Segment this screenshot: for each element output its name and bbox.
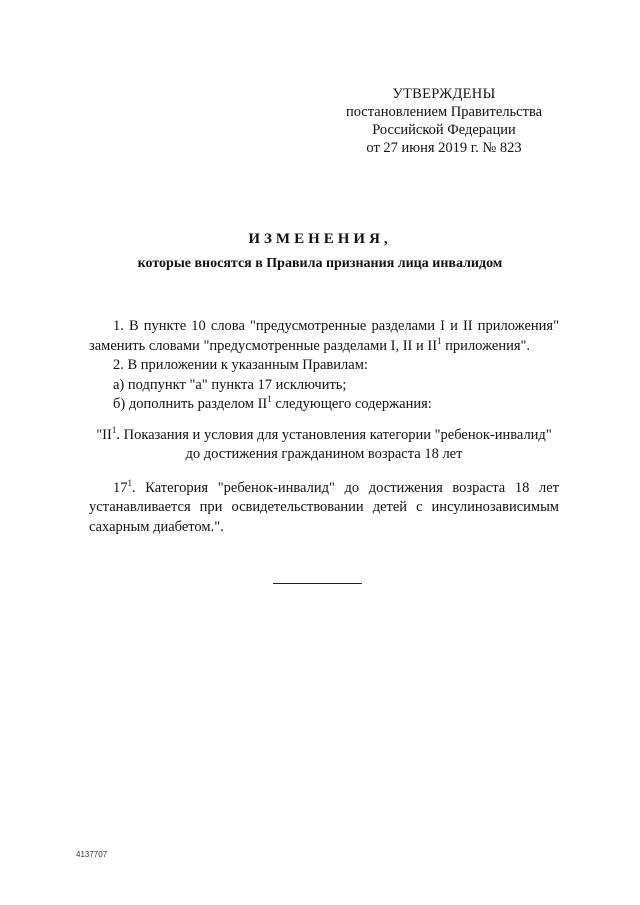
document-title: ИЗМЕНЕНИЯ, (248, 231, 392, 247)
item-1-line-2 (89, 337, 559, 357)
approval-line-3: от 27 июня 2019 г. № 823 (366, 140, 522, 156)
point-text: . Категория "ребенок-инвалид" до достижения возраста 18 лет устанавливается при освидетельствовании детей с инсулинозависимым сахарным диабетом.". (89, 479, 559, 535)
section-title: . Показания и условия для установления категории "ребенок-инвалид" (116, 426, 552, 443)
document-subtitle: которые вносятся в Правила признания лица инвалидом (137, 256, 503, 271)
point-17 (89, 479, 559, 538)
superscript: 1 (111, 424, 117, 435)
approval-block (334, 85, 554, 157)
approval-line-1: постановлением Правительства (345, 104, 543, 120)
document-number: 4137707 (76, 850, 108, 859)
subitem-a: а) подпункт "а" пункта 17 исключить; (113, 376, 347, 393)
document-body (89, 317, 559, 537)
superscript: 1 (267, 394, 272, 404)
point-number: 17 (113, 479, 128, 496)
item-1-text-end: приложения". (441, 337, 531, 354)
closing-rule (273, 583, 362, 584)
item-2: 2. В приложении к указанным Правилам: (113, 357, 368, 373)
item-1-text: заменить словами "предусмотренные разделами I, II и II (89, 337, 438, 354)
subitem-b-text: б) дополнить разделом II (113, 396, 268, 412)
approval-line-2: Российской Федерации (372, 122, 516, 138)
subitem-b (89, 395, 559, 415)
superscript: 1 (127, 477, 132, 488)
section-num: "II (96, 426, 112, 443)
approval-heading: УТВЕРЖДЕНЫ (392, 86, 496, 102)
subitem-b-text-end: следующего содержания: (271, 396, 432, 412)
item-1-line-1: 1. В пункте 10 слова "предусмотренные разделами I и II приложения" (113, 318, 559, 334)
section-heading (89, 426, 559, 465)
superscript: 1 (437, 335, 442, 346)
section-title-line-2: до достижения гражданином возраста 18 лет (185, 446, 463, 462)
